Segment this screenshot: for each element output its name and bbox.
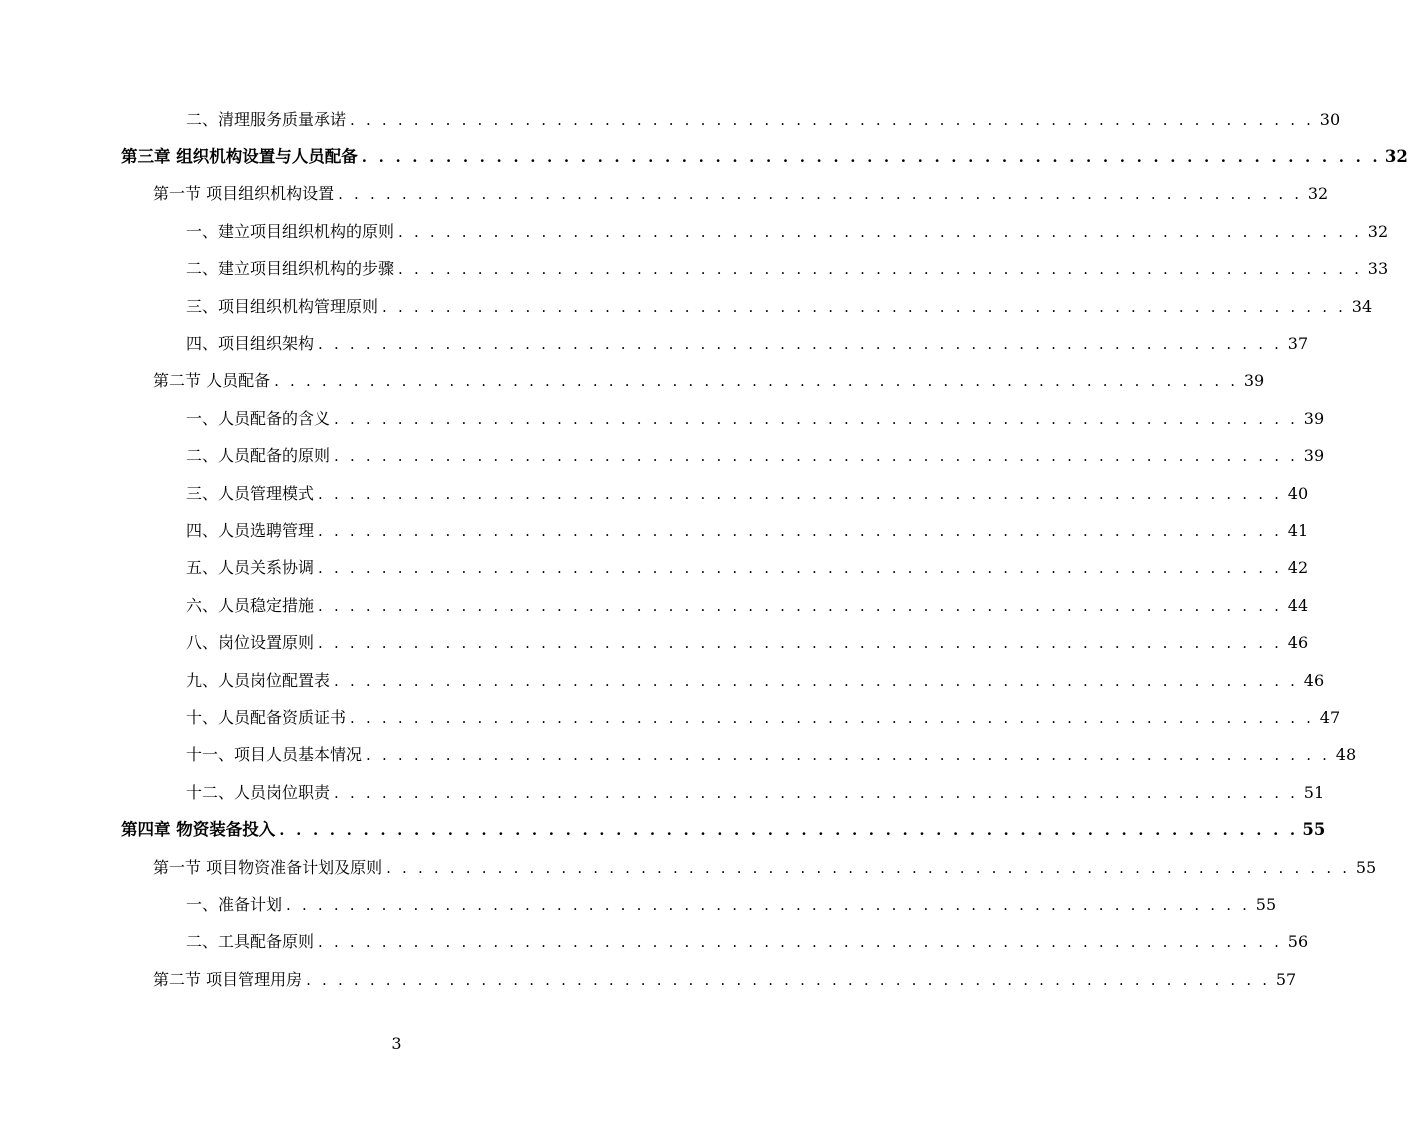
toc-entry-title: 十一、项目人员基本情况 — [186, 745, 363, 765]
toc-entry-title: 二、工具配备原则 — [186, 932, 315, 952]
toc-entry-title: 第三章 组织机构设置与人员配备 — [121, 147, 358, 167]
toc-entry[interactable] — [0, 662, 1325, 699]
toc-entry[interactable] — [0, 213, 1389, 250]
toc-entry[interactable] — [0, 624, 1309, 661]
toc-entry[interactable] — [0, 737, 1357, 774]
toc-entry-page: 32 — [1367, 221, 1389, 241]
toc-entry-page: 44 — [1287, 595, 1309, 615]
toc-dot-leader: . . . . . . . . . . . . . . . . . . . . . . . . . . . . . . . . . . . . . . . . . . . . . . . . . . . . . . . . . . . . . — [398, 260, 1363, 279]
toc-entry-page: 55 — [1355, 857, 1377, 877]
toc-dot-leader: . . . . . . . . . . . . . . . . . . . . . . . . . . . . . . . . . . . . . . . . . . . . . . . . . . . . . . . . . . . . . — [318, 596, 1283, 615]
toc-entry-title: 二、人员配备的原则 — [186, 446, 331, 466]
toc-dot-leader: . . . . . . . . . . . . . . . . . . . . . . . . . . . . . . . . . . . . . . . . . . . . . . . . . . . . . . . . . . . . . — [334, 409, 1299, 428]
toc-entry-page: 37 — [1287, 334, 1309, 354]
toc-dot-leader: . . . . . . . . . . . . . . . . . . . . . . . . . . . . . . . . . . . . . . . . . . . . . . . . . . . . . . . . . . . . . — [279, 821, 1299, 840]
toc-entry-title: 一、建立项目组织机构的原则 — [186, 221, 395, 241]
toc-entry[interactable] — [0, 512, 1309, 549]
toc-entry-title: 二、清理服务质量承诺 — [186, 109, 347, 129]
toc-dot-leader: . . . . . . . . . . . . . . . . . . . . . . . . . . . . . . . . . . . . . . . . . . . . . . . . . . . . . . . . . . . . . — [361, 148, 1381, 167]
toc-dot-leader: . . . . . . . . . . . . . . . . . . . . . . . . . . . . . . . . . . . . . . . . . . . . . . . . . . . . . . . . . . . . . — [318, 484, 1283, 503]
toc-entry-page: 41 — [1287, 520, 1309, 540]
toc-entry-title: 第四章 物资装备投入 — [121, 820, 276, 840]
toc-entry[interactable] — [0, 101, 1341, 138]
toc-dot-leader: . . . . . . . . . . . . . . . . . . . . . . . . . . . . . . . . . . . . . . . . . . . . . . . . . . . . . . . . . . . . . — [398, 222, 1363, 241]
toc-entry-page: 46 — [1287, 633, 1309, 653]
toc-dot-leader: . . . . . . . . . . . . . . . . . . . . . . . . . . . . . . . . . . . . . . . . . . . . . . . . . . . . . . . . . . . . . — [350, 110, 1315, 129]
toc-entry-title: 第二节 项目管理用房 — [153, 969, 303, 989]
toc-dot-leader: . . . . . . . . . . . . . . . . . . . . . . . . . . . . . . . . . . . . . . . . . . . . . . . . . . . . . . . . . . . . . — [318, 933, 1283, 952]
toc-entry-title: 四、项目组织架构 — [186, 334, 315, 354]
toc-entry-page: 33 — [1367, 259, 1389, 279]
toc-entry[interactable] — [0, 325, 1309, 362]
toc-entry[interactable] — [0, 251, 1389, 288]
toc-entry-page: 55 — [1302, 820, 1326, 840]
toc-dot-leader: . . . . . . . . . . . . . . . . . . . . . . . . . . . . . . . . . . . . . . . . . . . . . . . . . . . . . . . . . . . . . — [318, 559, 1283, 578]
toc-entry-title: 三、项目组织机构管理原则 — [186, 296, 379, 316]
toc-dot-leader: . . . . . . . . . . . . . . . . . . . . . . . . . . . . . . . . . . . . . . . . . . . . . . . . . . . . . . . . . . . . . — [334, 783, 1299, 802]
toc-dot-leader: . . . . . . . . . . . . . . . . . . . . . . . . . . . . . . . . . . . . . . . . . . . . . . . . . . . . . . . . . . . . . — [318, 335, 1283, 354]
toc-entry[interactable] — [0, 699, 1341, 736]
toc-dot-leader: . . . . . . . . . . . . . . . . . . . . . . . . . . . . . . . . . . . . . . . . . . . . . . . . . . . . . . . . . . . . . — [286, 895, 1251, 914]
toc-entry[interactable] — [0, 886, 1277, 923]
toc-entry[interactable] — [0, 363, 1265, 400]
toc-dot-leader: . . . . . . . . . . . . . . . . . . . . . . . . . . . . . . . . . . . . . . . . . . . . . . . . . . . . . . . . . . . . . — [334, 671, 1299, 690]
toc-entry[interactable] — [0, 138, 1408, 175]
toc-entry[interactable] — [0, 400, 1325, 437]
toc-entry-title: 一、准备计划 — [186, 894, 283, 914]
toc-entry-page: 51 — [1303, 782, 1325, 802]
toc-entry-title: 第一节 项目物资准备计划及原则 — [153, 857, 383, 877]
toc-entry-page: 40 — [1287, 483, 1309, 503]
toc-entry-page: 39 — [1243, 371, 1265, 391]
toc-entry-title: 二、建立项目组织机构的步骤 — [186, 259, 395, 279]
toc-entry-page: 55 — [1255, 894, 1277, 914]
toc-entry[interactable] — [0, 438, 1325, 475]
toc-entry[interactable] — [0, 924, 1309, 961]
toc-dot-leader: . . . . . . . . . . . . . . . . . . . . . . . . . . . . . . . . . . . . . . . . . . . . . . . . . . . . . . . . . . . . . — [318, 634, 1283, 653]
toc-entry-title: 第一节 项目组织机构设置 — [153, 184, 335, 204]
toc-entry-title: 三、人员管理模式 — [186, 483, 315, 503]
toc-entry-title: 第二节 人员配备 — [153, 371, 271, 391]
toc-entry-page: 34 — [1351, 296, 1373, 316]
toc-dot-leader: . . . . . . . . . . . . . . . . . . . . . . . . . . . . . . . . . . . . . . . . . . . . . . . . . . . . . . . . . . . . . — [338, 185, 1303, 204]
toc-dot-leader: . . . . . . . . . . . . . . . . . . . . . . . . . . . . . . . . . . . . . . . . . . . . . . . . . . . . . . . . . . . . . — [350, 708, 1315, 727]
table-of-contents — [0, 101, 1408, 998]
toc-dot-leader: . . . . . . . . . . . . . . . . . . . . . . . . . . . . . . . . . . . . . . . . . . . . . . . . . . . . . . . . . . . . . — [366, 746, 1331, 765]
toc-entry[interactable] — [0, 550, 1309, 587]
toc-entry-page: 39 — [1303, 408, 1325, 428]
toc-entry-title: 十、人员配备资质证书 — [186, 707, 347, 727]
toc-dot-leader: . . . . . . . . . . . . . . . . . . . . . . . . . . . . . . . . . . . . . . . . . . . . . . . . . . . . . . . . . . . . . — [382, 297, 1347, 316]
toc-entry-title: 六、人员稳定措施 — [186, 595, 315, 615]
toc-entry[interactable] — [0, 587, 1309, 624]
toc-entry-page: 47 — [1319, 707, 1341, 727]
toc-entry-title: 五、人员关系协调 — [186, 558, 315, 578]
toc-entry[interactable] — [0, 774, 1325, 811]
toc-entry[interactable] — [0, 288, 1373, 325]
page-number: 3 — [391, 1034, 402, 1053]
toc-dot-leader: . . . . . . . . . . . . . . . . . . . . . . . . . . . . . . . . . . . . . . . . . . . . . . . . . . . . . . . . . . . . . — [306, 970, 1271, 989]
toc-entry-page: 30 — [1319, 109, 1341, 129]
toc-entry-page: 56 — [1287, 932, 1309, 952]
toc-entry-title: 四、人员选聘管理 — [186, 520, 315, 540]
toc-entry[interactable] — [0, 176, 1329, 213]
toc-entry-page: 42 — [1287, 558, 1309, 578]
toc-entry-page: 48 — [1335, 745, 1357, 765]
toc-entry-page: 57 — [1275, 969, 1297, 989]
toc-entry[interactable] — [0, 961, 1297, 998]
toc-entry-page: 39 — [1303, 446, 1325, 466]
toc-entry-title: 一、人员配备的含义 — [186, 408, 331, 428]
toc-entry-title: 十二、人员岗位职责 — [186, 782, 331, 802]
toc-entry[interactable] — [0, 811, 1326, 848]
toc-entry-page: 32 — [1384, 147, 1408, 167]
toc-entry-page: 46 — [1303, 670, 1325, 690]
toc-entry-page: 32 — [1307, 184, 1329, 204]
toc-entry[interactable] — [0, 475, 1309, 512]
toc-dot-leader: . . . . . . . . . . . . . . . . . . . . . . . . . . . . . . . . . . . . . . . . . . . . . . . . . . . . . . . . . . . . . — [274, 372, 1239, 391]
toc-entry-title: 九、人员岗位配置表 — [186, 670, 331, 690]
toc-dot-leader: . . . . . . . . . . . . . . . . . . . . . . . . . . . . . . . . . . . . . . . . . . . . . . . . . . . . . . . . . . . . . — [386, 858, 1351, 877]
toc-entry-title: 八、岗位设置原则 — [186, 633, 315, 653]
toc-dot-leader: . . . . . . . . . . . . . . . . . . . . . . . . . . . . . . . . . . . . . . . . . . . . . . . . . . . . . . . . . . . . . — [334, 447, 1299, 466]
toc-dot-leader: . . . . . . . . . . . . . . . . . . . . . . . . . . . . . . . . . . . . . . . . . . . . . . . . . . . . . . . . . . . . . — [318, 521, 1283, 540]
toc-entry[interactable] — [0, 849, 1377, 886]
